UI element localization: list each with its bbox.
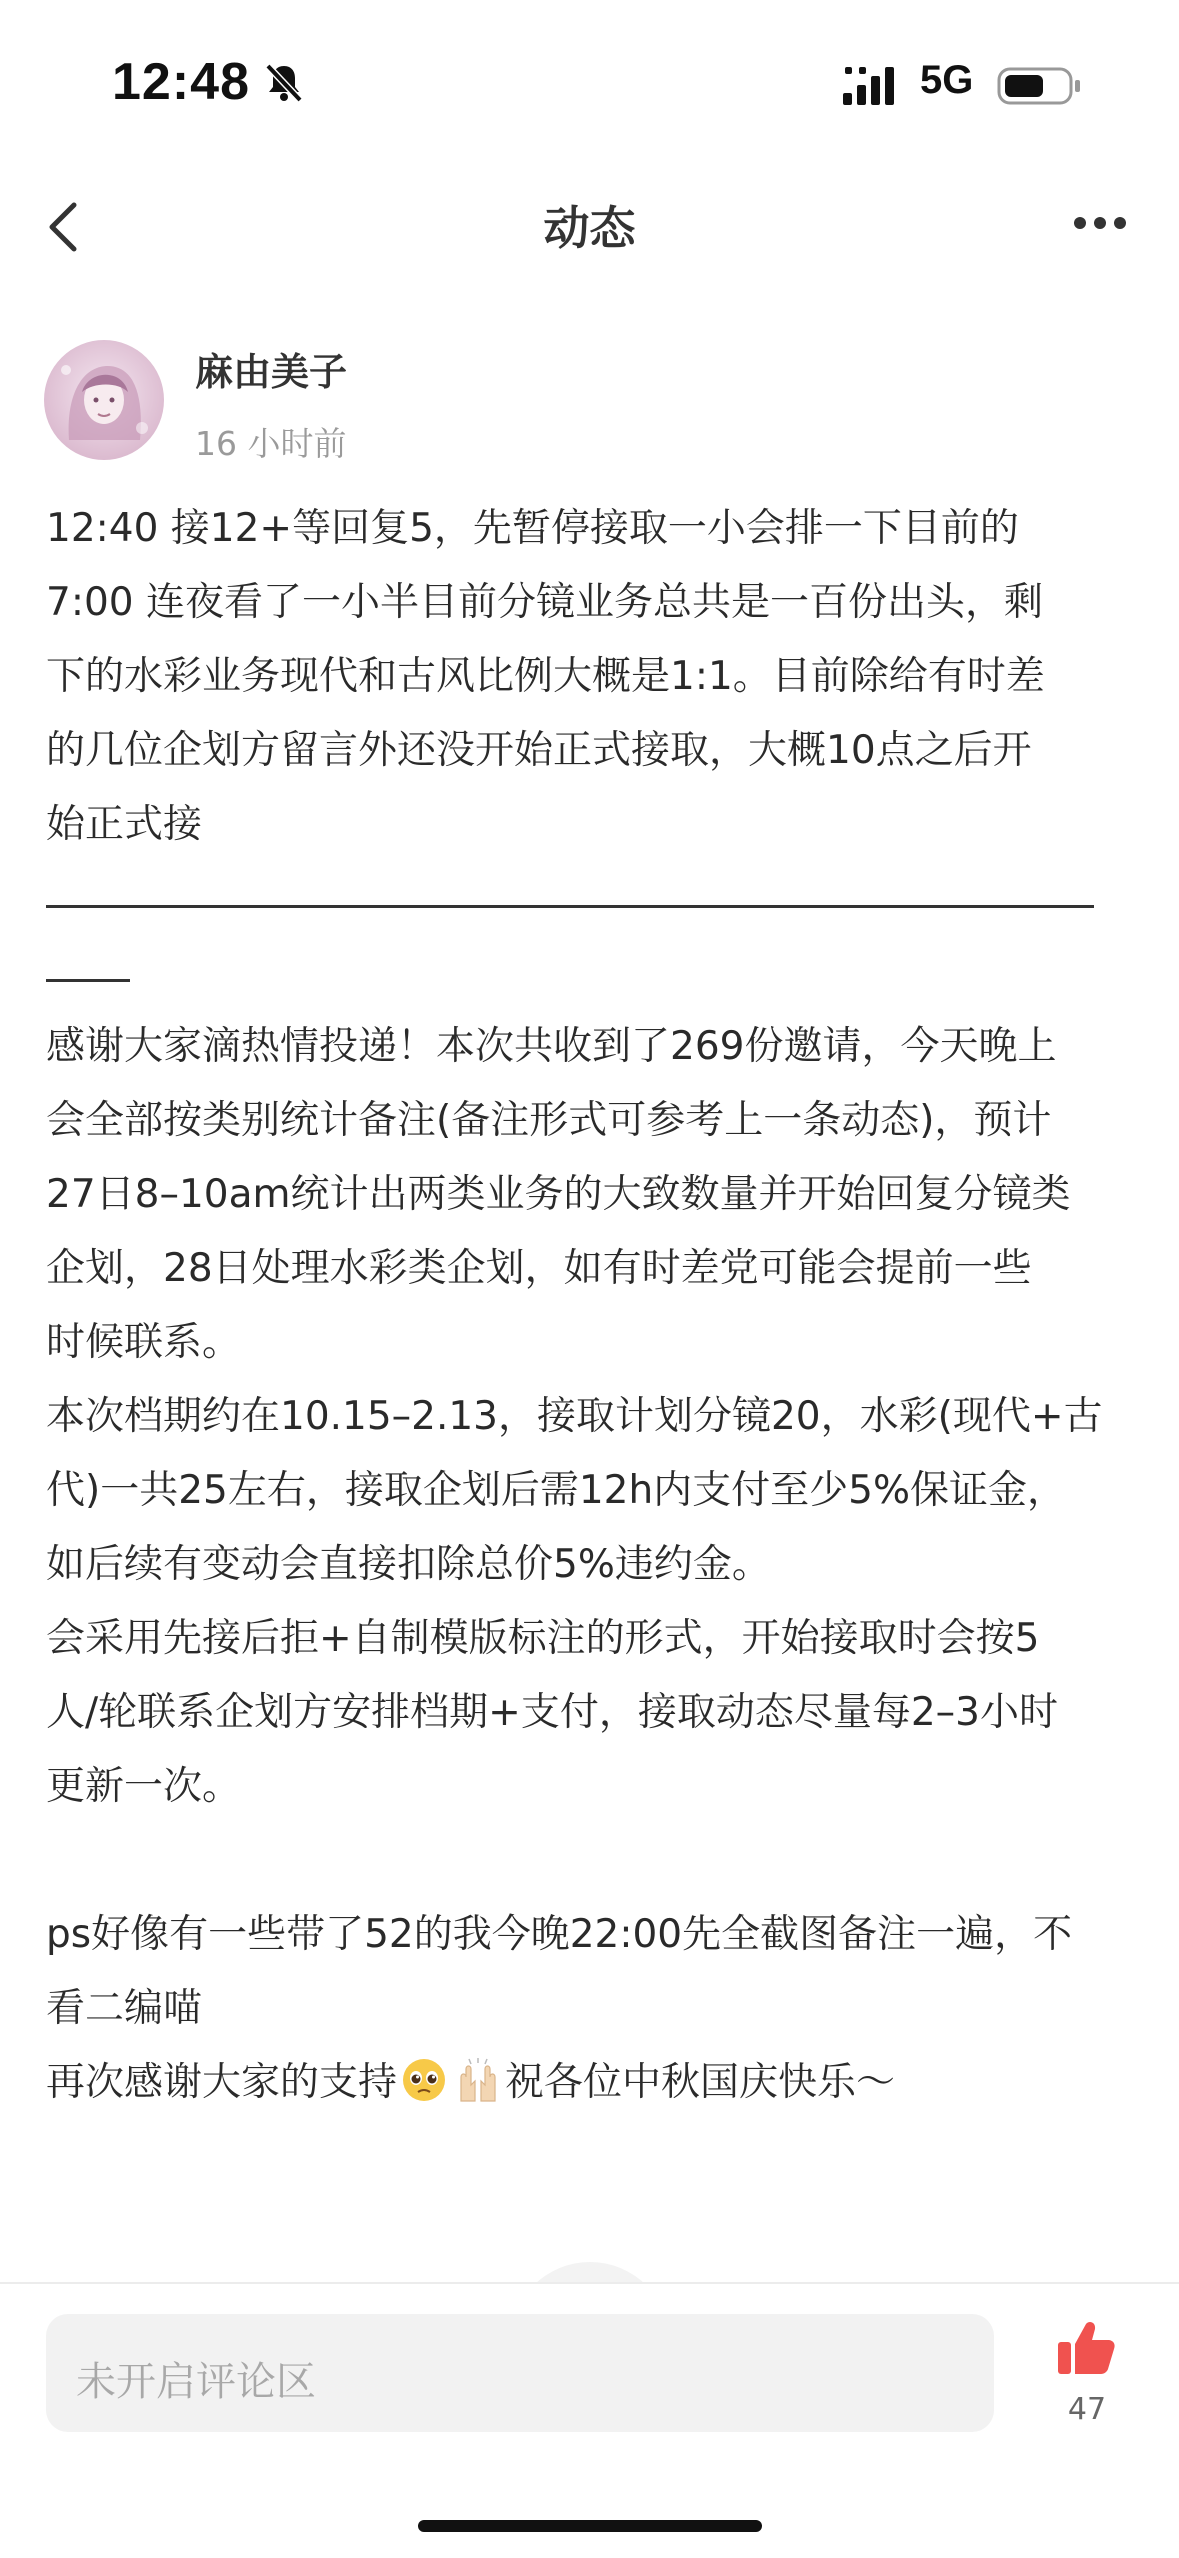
more-dots-icon[interactable] <box>1070 208 1130 238</box>
post-line: 看二编喵 <box>46 1986 203 2031</box>
post-line: 时候联系。 <box>46 1320 242 1365</box>
bell-slash-icon <box>262 60 306 104</box>
post-line: 人/轮联系企划方安排档期+支付，接取动态尽量每2–3小时 <box>46 1690 1058 1735</box>
like-button[interactable] <box>1052 2310 1122 2440</box>
post-line: 7:00 连夜看了一小半目前分镜业务总共是一百份出头，剩 <box>46 580 1043 625</box>
post-line: 本次档期约在10.15–2.13，接取计划分镜20，水彩(现代+古 <box>46 1394 1103 1439</box>
post-line: 下的水彩业务现代和古风比例大概是1:1。目前除给有时差 <box>46 654 1045 699</box>
status-time: 12:48 <box>112 53 250 111</box>
post-line: 12:40 接12+等回复5，先暂停接取一小会排一下目前的 <box>46 506 1019 551</box>
post-line-last <box>46 2046 1136 2120</box>
post-time: 16 小时前 <box>195 424 347 463</box>
post-line: ps好像有一些带了52的我今晚22:00先全截图备注一遍，不 <box>46 1912 1073 1957</box>
post-body <box>46 492 1136 2120</box>
post-line: 感谢大家滴热情投递！本次共收到了269份邀请，今天晚上 <box>46 1024 1057 1069</box>
post-line: 会全部按类别统计备注(备注形式可参考上一条动态)，预计 <box>46 1098 1052 1143</box>
home-indicator <box>418 2520 762 2532</box>
post-line: 始正式接 <box>46 802 203 847</box>
comment-input[interactable] <box>46 2314 994 2432</box>
pleading-face-emoji <box>401 2057 447 2103</box>
blank-line <box>46 1824 1136 1898</box>
page-title: 动态 <box>543 201 636 255</box>
divider-line <box>46 862 1136 936</box>
comment-placeholder: 未开启评论区 <box>76 2359 316 2405</box>
thumbs-up-icon <box>1056 2318 1116 2378</box>
post-line: 会采用先接后拒+自制模版标注的形式，开始接取时会按5 <box>46 1616 1040 1661</box>
divider-line <box>46 936 1136 1010</box>
network-label: 5G <box>920 58 974 102</box>
avatar[interactable] <box>44 340 164 460</box>
battery-icon <box>997 66 1083 106</box>
post-line: 如后续有变动会直接扣除总价5%违约金。 <box>46 1542 771 1587</box>
post-line: 代)一共25左右，接取企划后需12h内支付至少5%保证金， <box>46 1468 1067 1513</box>
author-name[interactable]: 麻由美子 <box>195 350 348 394</box>
post-line: 企划，28日处理水彩类企划，如有时差党可能会提前一些 <box>46 1246 1032 1291</box>
post-line: 27日8–10am统计出两类业务的大致数量并开始回复分镜类 <box>46 1172 1071 1217</box>
post-line-suffix: 祝各位中秋国庆快乐～ <box>505 2060 896 2105</box>
signal-icon <box>843 65 899 105</box>
post-line-prefix: 再次感谢大家的支持 <box>46 2060 398 2105</box>
post-line: 更新一次。 <box>46 1764 242 1809</box>
like-count: 47 <box>1067 2392 1107 2427</box>
raised-hands-emoji <box>455 2057 501 2103</box>
post-line: 的几位企划方留言外还没开始正式接取，大概10点之后开 <box>46 728 1032 773</box>
